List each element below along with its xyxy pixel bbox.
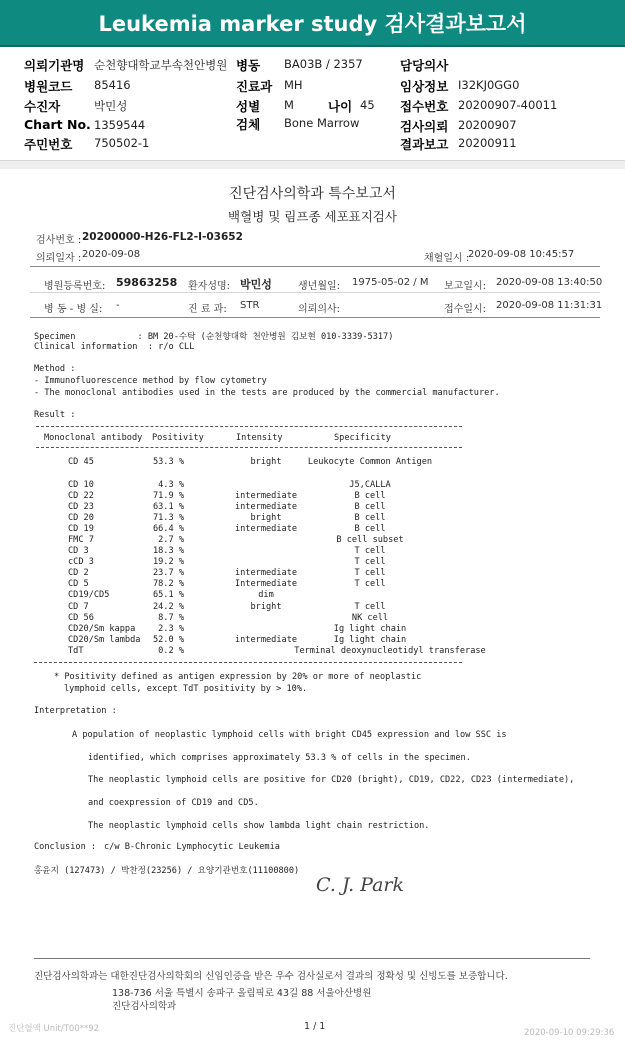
cell-specificity: Terminal deoxynucleotidyl transferase: [294, 646, 486, 656]
cell-specificity: T cell: [354, 602, 386, 612]
cell-antibody: CD 5: [68, 579, 89, 589]
cell-specificity: T cell: [354, 568, 386, 578]
cell-antibody: CD 3: [68, 546, 89, 556]
printed-time: 2020-09-10 09:29:36: [524, 1028, 615, 1038]
receipt-label: 접수번호: [400, 99, 449, 114]
institution-value: 순천향대학교부속천안병원: [94, 58, 228, 72]
ward-label: 병동: [236, 58, 261, 73]
cell-specificity: B cell subset: [336, 535, 404, 545]
cell-positivity: 4.3 %: [158, 480, 184, 490]
age-label: 나이: [328, 99, 353, 114]
id-label: 주민번호: [24, 137, 73, 152]
cell-specificity: Ig light chain: [333, 624, 407, 634]
signature: C. J. Park: [316, 874, 405, 896]
cell-positivity: 0.2 %: [158, 646, 184, 656]
patient-box-bottom: [30, 317, 600, 318]
signers: 홍윤지 (127473) / 박찬정(23256) / 요양기관번호(11100800): [34, 866, 300, 876]
footer-dept: 진단검사의학과: [112, 1001, 177, 1012]
report-dept-label: 진 료 과:: [188, 304, 227, 315]
cell-positivity: 78.2 %: [152, 579, 184, 589]
method-line-1: - Immunofluorescence method by flow cytometry: [34, 376, 267, 386]
cell-antibody: CD 45: [68, 457, 94, 467]
ward-room-value: -: [116, 300, 120, 311]
footnote-line-2: lymphoid cells, except TdT positivity by > 10%.: [64, 684, 308, 694]
cell-specificity: Leukocyte Common Antigen: [307, 457, 433, 467]
cell-antibody: CD 20: [68, 513, 94, 523]
patient-box-top: [30, 266, 600, 267]
examinee-value: 박민성: [94, 99, 128, 113]
table-rule-bottom: [34, 662, 462, 663]
footer-rule: [34, 958, 590, 959]
cell-positivity: 52.0 %: [152, 635, 184, 645]
exam-no-label: 검사번호 :: [36, 235, 82, 246]
age-value: 45: [360, 98, 375, 112]
col-specificity-header: Specificity: [334, 433, 391, 443]
col-antibody-header: Monoclonal antibody: [44, 433, 143, 443]
interpretation-p4: and coexpression of CD19 and CD5.: [88, 798, 259, 808]
result-label: Result :: [34, 410, 76, 420]
doctor-label: 담당의사: [400, 58, 449, 73]
conclusion-label: Conclusion :: [34, 842, 97, 852]
cell-antibody: CD 23: [68, 502, 94, 512]
interpretation-label: Interpretation :: [34, 706, 117, 716]
cell-positivity: 24.2 %: [152, 602, 184, 612]
section-separator: [0, 160, 625, 169]
institution-label: 의뢰기관명: [24, 58, 85, 73]
cell-specificity: B cell: [354, 524, 386, 534]
report-title: 진단검사의학과 특수보고서: [229, 186, 396, 202]
cell-antibody: CD 56: [68, 613, 94, 623]
specimen-line: Specimen : BM 20-수탁 (순천향대학 천안병원 김보현 010-3339-5317): [34, 332, 394, 342]
footnote-line-1: * Positivity defined as antigen expression by 20% or more of neoplastic: [54, 672, 422, 682]
cell-antibody: FMC 7: [68, 535, 94, 545]
report-time-value: 2020-09-08 13:40:50: [496, 277, 603, 288]
specimen-label: 검체: [236, 117, 261, 132]
receipt-value: 20200907-40011: [458, 98, 558, 112]
cell-specificity: Ig light chain: [333, 635, 407, 645]
cell-specificity: NK cell: [351, 613, 389, 623]
interpretation-p3: The neoplastic lymphoid cells are positive for CD20 (bright), CD19, CD22, CD23 (intermediate),: [88, 775, 575, 785]
method-line-2: - The monoclonal antibodies used in the tests are produced by the commercial manufacturer.: [34, 388, 500, 398]
reg-no-label: 병원등록번호:: [44, 281, 106, 292]
collect-label: 채혈일시 :: [424, 253, 470, 264]
cell-specificity: J5,CALLA: [349, 480, 391, 490]
cell-positivity: 53.3 %: [152, 457, 184, 467]
cell-intensity: intermediate: [234, 635, 298, 645]
clinical-value: I32KJ0GG0: [458, 78, 520, 92]
exam-no-value: 20200000-H26-FL2-I-03652: [82, 231, 243, 243]
interpretation-p1: A population of neoplastic lymphoid cells with bright CD45 expression and low SSC is: [72, 730, 507, 740]
request-label: 검사의뢰: [400, 119, 449, 134]
cell-antibody: CD19/CD5: [68, 590, 110, 600]
table-rule-header: [36, 447, 462, 448]
cell-antibody: CD20/Sm lambda: [68, 635, 141, 645]
col-positivity-header: Positivity: [152, 433, 204, 443]
cell-antibody: cCD 3: [68, 557, 94, 567]
cell-intensity: bright: [250, 513, 282, 523]
report-date-value: 20200911: [458, 136, 517, 150]
sex-label: 성별: [236, 99, 261, 114]
cell-antibody: CD 2: [68, 568, 89, 578]
footer-address: 138-736 서울 특별시 송파구 올림픽로 43길 88 서울아산병원: [112, 988, 372, 999]
cell-positivity: 63.1 %: [152, 502, 184, 512]
patient-value: 박민성: [240, 278, 272, 291]
cell-positivity: 18.3 %: [152, 546, 184, 556]
clinical-line: Clinical information : r/o CLL: [34, 342, 195, 352]
interpretation-p5: The neoplastic lymphoid cells show lambda light chain restriction.: [88, 821, 430, 831]
report-dept-value: STR: [240, 300, 260, 311]
patient-box-mid: [30, 292, 600, 293]
cell-specificity: T cell: [354, 557, 386, 567]
cell-antibody: CD20/Sm kappa: [68, 624, 136, 634]
dept-value: MH: [284, 78, 303, 92]
receipt-time-label: 접수일시:: [444, 304, 487, 315]
ward-value: BA03B / 2357: [284, 57, 363, 71]
cell-specificity: T cell: [354, 579, 386, 589]
id-value: 750502-1: [94, 136, 150, 150]
cell-intensity: dim: [258, 590, 274, 600]
report-subtitle: 백혈병 및 림프종 세포표지검사: [228, 209, 397, 224]
footer-unit: 진단혈액 Unit/T00**92: [8, 1024, 100, 1034]
table-rule-top: [36, 426, 462, 427]
cell-intensity: Intermediate: [234, 579, 298, 589]
dob-value: 1975-05-02 / M: [352, 277, 429, 288]
cell-antibody: CD 10: [68, 480, 94, 490]
dept-label: 진료과: [236, 79, 273, 94]
cell-positivity: 66.4 %: [152, 524, 184, 534]
cell-intensity: bright: [250, 602, 282, 612]
patient-label: 환자성명:: [188, 281, 231, 292]
cell-specificity: B cell: [354, 491, 386, 501]
cell-positivity: 2.7 %: [158, 535, 184, 545]
hospital-code-label: 병원코드: [24, 79, 73, 94]
cell-antibody: CD 19: [68, 524, 94, 534]
examinee-label: 수진자: [24, 99, 61, 114]
banner-underline: [0, 45, 625, 47]
cell-specificity: B cell: [354, 502, 386, 512]
cell-positivity: 2.3 %: [158, 624, 184, 634]
interpretation-p2: identified, which comprises approximately 53.3 % of cells in the specimen.: [88, 753, 471, 763]
report-date-label: 결과보고: [400, 137, 449, 152]
footer-cert: 진단검사의학과는 대한진단검사의학회의 신임인증을 받은 우수 검사실로서 결과의 정확성 및 신빙도를 보증합니다.: [34, 971, 508, 982]
chart-label: Chart No.: [24, 117, 91, 132]
reg-no-value: 59863258: [116, 276, 178, 289]
ward-room-label: 병 동 - 병 실:: [44, 304, 103, 315]
req-date-label: 의뢰일자 :: [36, 253, 82, 264]
conclusion-text: c/w B-Chronic Lymphocytic Leukemia: [104, 842, 280, 852]
dob-label: 생년월일:: [298, 281, 341, 292]
method-label: Method :: [34, 364, 76, 374]
cell-intensity: bright: [250, 457, 282, 467]
receipt-time-value: 2020-09-08 11:31:31: [496, 300, 603, 311]
cell-positivity: 8.7 %: [158, 613, 184, 623]
collect-value: 2020-09-08 10:45:57: [468, 249, 575, 260]
specimen-value: Bone Marrow: [284, 116, 360, 130]
cell-antibody: CD 22: [68, 491, 94, 501]
report-time-label: 보고일시:: [444, 281, 487, 292]
cell-intensity: intermediate: [234, 491, 298, 501]
cell-intensity: intermediate: [234, 502, 298, 512]
sex-value: M: [284, 98, 294, 112]
cell-positivity: 71.9 %: [152, 491, 184, 501]
col-intensity-header: Intensity: [236, 433, 283, 443]
request-value: 20200907: [458, 118, 517, 132]
cell-intensity: intermediate: [234, 524, 298, 534]
cell-specificity: T cell: [354, 546, 386, 556]
cell-intensity: intermediate: [234, 568, 298, 578]
req-date-value: 2020-09-08: [82, 249, 141, 260]
cell-specificity: B cell: [354, 513, 386, 523]
page-number: 1 / 1: [304, 1021, 326, 1032]
cell-antibody: CD 7: [68, 602, 89, 612]
clinical-label: 임상정보: [400, 79, 449, 94]
hospital-code-value: 85416: [94, 78, 131, 92]
report-doctor-label: 의뢰의사:: [298, 304, 341, 315]
cell-antibody: TdT: [68, 646, 84, 656]
report-banner-title: Leukemia marker study 검사결과보고서: [0, 0, 625, 45]
cell-positivity: 71.3 %: [152, 513, 184, 523]
cell-positivity: 65.1 %: [152, 590, 184, 600]
chart-value: 1359544: [94, 118, 146, 132]
cell-positivity: 23.7 %: [152, 568, 184, 578]
cell-positivity: 19.2 %: [152, 557, 184, 567]
